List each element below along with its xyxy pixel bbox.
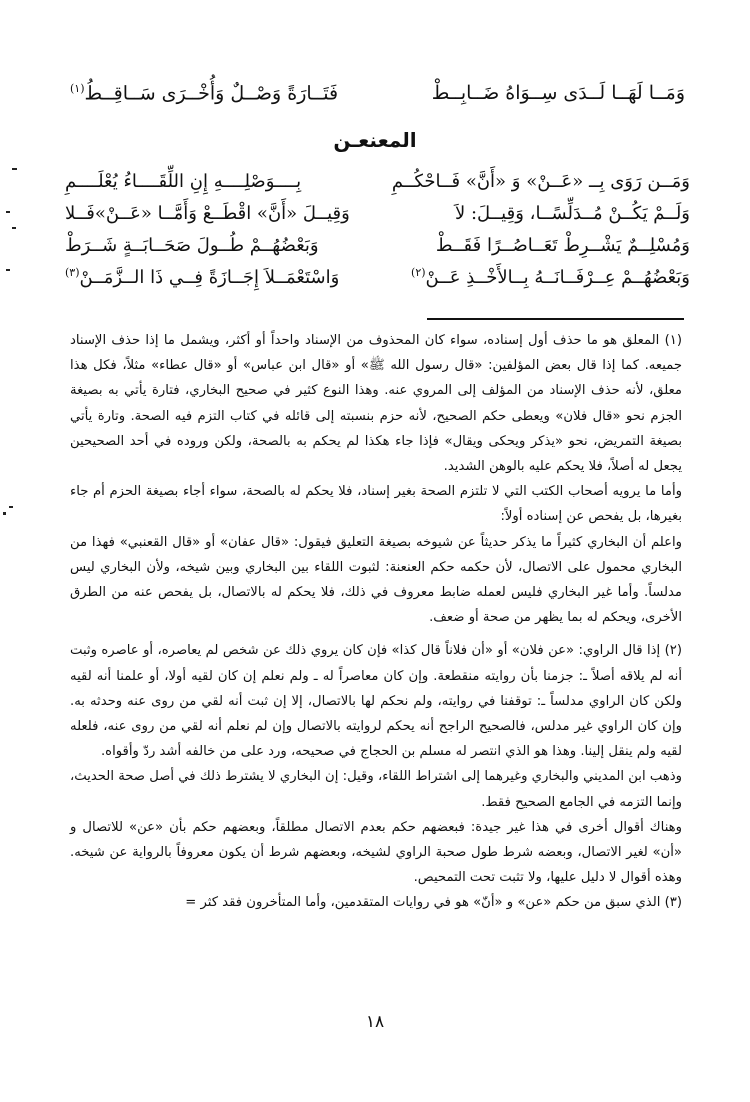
scan-mark (12, 168, 17, 170)
scan-mark (3, 512, 6, 515)
page-number: ١٨ (365, 1012, 385, 1032)
poem-line (65, 229, 690, 261)
poem-left-hemistich (65, 266, 339, 288)
poem-line (65, 197, 690, 229)
scan-mark (6, 211, 10, 213)
poem-right-hemistich (392, 171, 690, 192)
hemistich-text: وَمُسْلِــمٌ يَشْــرِطْ تَعَــاصُــرًا فَقَــطْ (435, 234, 690, 256)
poem-right-hemistich (436, 235, 690, 256)
footnote-paragraph: (١) المعلق هو ما حذف أول إسناده، سواء كان المحذوف من الإسناد واحداً أو أكثر، ويشمل ما إذا حذف الإسناد جميعه. كما إذا قال بعض المؤلفين: «قال رسول الله ﷺ» أو «قال ابن عباس» أو «قال عطاء» مثلاً، فكل هذا معلق، لأنه حذف الإسناد من المؤلف إلى المروي عنه. وهذا النوع كثير في صحيح البخاري، فتارة يأتي به بصيغة الجزم نحو «قال فلان» ويعطى حكم الصحيح، لأنه حزم بنسبته إلى قائله في كتاب التزم فيه الصحة. وتارة يأتي بصيغة التمريض، نحو «يذكر ويحكى ويقال» فإذا جاء هكذا لم يحكم به بالصحة، ولكن وروده في أحد الصحيحين يجعل له أصلاً، فلا يحكم عليه بالوهن الشديد. (70, 333, 682, 475)
scan-mark (12, 227, 16, 229)
footnote-ref: (٢) (411, 266, 426, 279)
poem (65, 165, 690, 293)
poem-right-hemistich (455, 203, 690, 224)
top-verse (70, 82, 685, 104)
scan-mark (6, 269, 10, 271)
footnote-ref: (٣) (65, 266, 80, 279)
verse-right-hemistich (432, 82, 685, 104)
footnote-paragraph: واعلم أن البخاري كثيراً ما يذكر حديثاً عن شيوخه بصيغة التعليق فيقول: «قال عفان» أو «قال القعنبي» فهذا من البخاري محمول على الاتصال، لأن حكمه حكم العنعنة: لثبوت اللقاء بين البخاري وبين شيخه، ولأن البخاري ليس مدلساً. وأما غير البخاري فليس لعمله ضابط معروف في ذلك، فلا يحكم له بالاتصال، بل يفحص عنه من الطرق الأخرى، ويحكم له بما يظهر من صحة أو ضعف. (70, 534, 682, 626)
hemistich-text: وَقِيــلَ «أَنَّ» اقْطَــعْ وَأَمَّــا «عَــنْ»فَــلا (65, 202, 350, 224)
footnote-paragraph: وذهب ابن المديني والبخاري وغيرهما إلى اشتراط اللقاء، وقيل: إن البخاري لا يشترط ذلك في أصل صحة الحديث، وإنما التزمه في الجامع الصحيح فقط. (70, 769, 682, 810)
hemistich-text: بِــــوَصْلِــــهِ إِنِ اللِّقَــــاءُ يُعْلَــــمِ (65, 170, 302, 192)
footnote-paragraph: وأما ما يرويه أصحاب الكتب التي لا تلتزم الصحة بغير إسناد، فلا يحكم له بالصحة، سواء أجاء بصيغة الحزم أم جاء بغيرها، بل يفحص عن إسناده أولاً: (70, 484, 682, 525)
footnotes (70, 328, 682, 916)
poem-left-hemistich (65, 235, 319, 256)
hemistich-text: وَلَــمْ يَكُــنْ مُــدَلِّسًــا، وَقِيــلَ: لاَ (454, 202, 690, 224)
footnote-ref: (١) (70, 82, 85, 95)
verse-text: وَمَــا لَهَــا لَــدَى سِــوَاهُ ضَــابِــطْ (431, 82, 685, 104)
section-title: المعنعـن (333, 128, 417, 152)
poem-left-hemistich (65, 171, 301, 192)
hemistich-text: وَبَعْضُهُــمْ عِــرْفَــانَــهُ بِــالأَخْــذِ عَــنْ (425, 267, 690, 288)
poem-left-hemistich (65, 203, 350, 224)
verse-left-hemistich (70, 82, 338, 104)
footnote-separator (427, 318, 684, 320)
scan-mark (9, 506, 13, 508)
poem-line (65, 261, 690, 293)
hemistich-text: وَبَعْضُهُــمْ طُــولَ صَحَــابَــةٍ شَــرَطْ (65, 234, 319, 256)
poem-line (65, 165, 690, 197)
verse-text: فَتَــارَةً وَصْــلٌ وَأُخْــرَى سَــاقِــطُ (84, 82, 339, 105)
hemistich-text: وَاسْتَعْمَــلاَ إِجَــازَةً فِــي ذَا الــزَّمَــنْ (79, 267, 340, 288)
footnote-paragraph: (٣) الذي سبق من حكم «عن» و «أنّ» هو في روايات المتقدمين، وأما المتأخرون فقد كثر = (185, 895, 682, 911)
footnote-paragraph: (٢) إذا قال الراوي: «عن فلان» أو «أن فلاناً قال كذا» فإن كان يروي ذلك عن شخص لم يعاصره، أو عاصره وثبت أنه لم يلاقه أصلاً ـ: جزمنا بأن روايته منقطعة. وإن كان معاصراً له ـ ولم نعلم إن كان لقيه أولا، أو علمنا أنه لقيه ولكن كان الراوي مدلساً ـ: توقفنا في روايته، ولم نحكم لها بالاتصال، إلا إن ثبت أنه لقي من روى عنه وحدثه به. وإن كان الراوي غير مدلس، فالصحيح الراجح أنه يحكم لروايته بالاتصال وإن لم نعلم أنه لقي من روى عنه، فلعله لقيه ولم ينقل إلينا. وهذا هو الذي انتصر له مسلم بن الحجاج في صحيحه، ورد على من خالفه أشد ردّ وأقواه. (70, 643, 682, 760)
footnote-paragraph: وهناك أقوال أخرى في هذا غير جيدة: فبعضهم حكم بعدم الاتصال مطلقاً، وبعضهم حكم بأن «عن» للاتصال و «أن» لغير الاتصال، وبعضه شرط طول صحبة الراوي لشيخه، وبعضهم شرط أن يكون معروفاً بالرواية عن شيخه. وهذه أقوال لا دليل عليها، ولا تثبت تحت التمحيص. (70, 819, 682, 886)
poem-right-hemistich (411, 266, 690, 288)
hemistich-text: وَمَــن رَوَى بِــ «عَــنْ» وَ «أَنَّ» فَــاحْكُــمِ (391, 170, 690, 192)
